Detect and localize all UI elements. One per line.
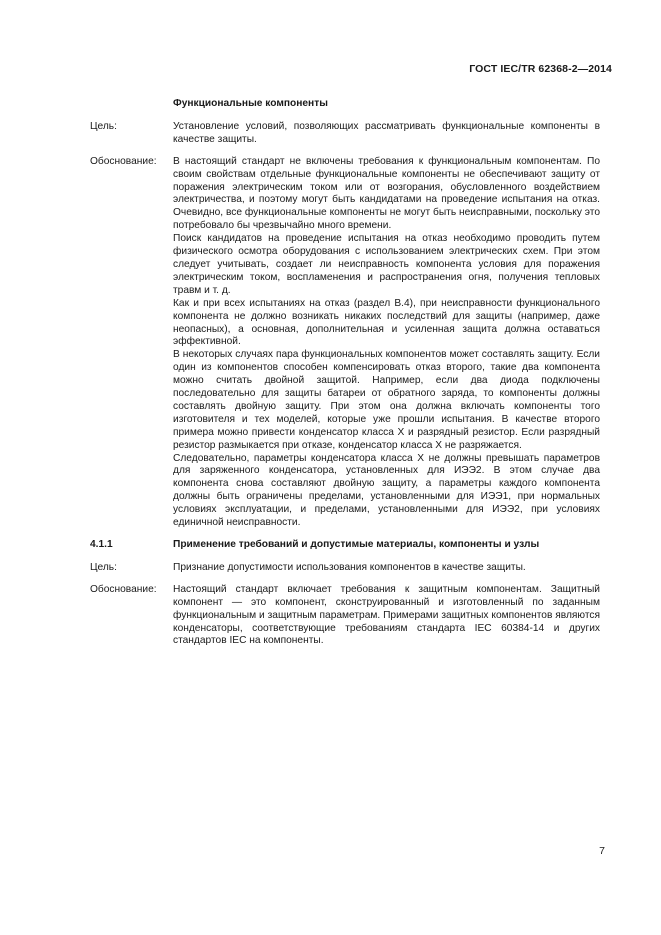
goal-row — [90, 121, 600, 147]
subsection-heading — [90, 539, 600, 552]
subsection-title: Применение требований и допустимые материалы, компоненты и узлы — [173, 539, 540, 550]
rationale-paragraph: Поиск кандидатов на проведение испытания на отказ необходимо проводить путем физического осмотра оборудования с использованием электрических схем. При этом следует учитывать, создает ли неисправность компонента условия для поражения электрическим током, воспламенения и распространения огня, получения тепловых травм и т. д. — [173, 233, 600, 296]
rationale-paragraph: В настоящий стандарт не включены требования к функциональным компонентам. По своим свойствам отдельные функциональные компоненты не обеспечивают защиту от поражения электрическим током или от возгорания, обусловленного воздействием электричества, и поэтому могут быть кандидатами на проведение испытания на отказ. Очевидно, все функциональные компоненты не могут быть неисправными, поскольку это потребовало бы чрезвычайно много времени. — [173, 155, 600, 232]
rationale-paragraph: Как и при всех испытаниях на отказ (раздел B.4), при неисправности функционального компонента не должно возникать никаких последствий для защиты (например, даже неопасных), а основная, дополнительная и усиленная защита должна оставаться эффективной. — [173, 297, 600, 348]
rationale-label: Обоснование: — [90, 155, 157, 167]
section-title: Функциональные компоненты — [173, 98, 328, 109]
goal-label: Цель: — [90, 120, 117, 132]
subsection-goal-text: Признание допустимости использования компонентов в качестве защиты. — [173, 561, 526, 573]
subsection-goal-row — [90, 562, 600, 575]
rationale-paragraph: Следовательно, параметры конденсатора класса X не должны превышать параметров для заряженного конденсатора, установленных для ИЭЭ2. В этом случае два компонента снова составляют двойную защиту, а параметры каждого компонента должны быть ограничены пределами, установленными для ИЭЭ1, при нормальных условиях эксплуатации, и пределами, установленными для ИЭЭ2, при условиях единичной неисправности. — [173, 452, 600, 529]
goal-text: Установление условий, позволяющих рассматривать функциональные компоненты в качестве защиты. — [173, 120, 600, 145]
rationale-row — [90, 156, 600, 530]
subsection-rationale-text: Настоящий стандарт включает требования к защитным компонентам. Защитный компонент — это компонент, сконструированный и изготовленный по заданным функциональным и защитным параметрам. Примерами защитных компонентов являются конденсаторы, соответствующие требованиям стандарта IEC 60384-14 и других стандартов IEC на компоненты. — [173, 583, 600, 647]
document-body — [90, 98, 600, 657]
subsection-rationale-label: Обоснование: — [90, 583, 157, 595]
subsection-rationale-row — [90, 584, 600, 649]
page-number: 7 — [599, 845, 605, 857]
subsection-number: 4.1.1 — [90, 539, 113, 550]
standard-header: ГОСТ IEC/TR 62368-2—2014 — [469, 63, 612, 75]
rationale-paragraph: В некоторых случаях пара функциональных компонентов может составлять защиту. Если один из компонентов способен компенсировать отказ второго, такие два компонента можно считать двойной защитой. Например, если два диода подключены последовательно для защиты батареи от обратного заряда, то компоненты должны составлять двойную защиту. При этом она должна включать компоненты того изготовителя и тех моделей, которые уже прошли испытания. В качестве второго примера можно привести конденсатор класса X и разрядный резистор. Если разрядный резистор размыкается при отказе, конденсатор класса X не разряжается. — [173, 349, 600, 451]
subsection-goal-label: Цель: — [90, 561, 117, 573]
rationale-text — [173, 156, 600, 530]
